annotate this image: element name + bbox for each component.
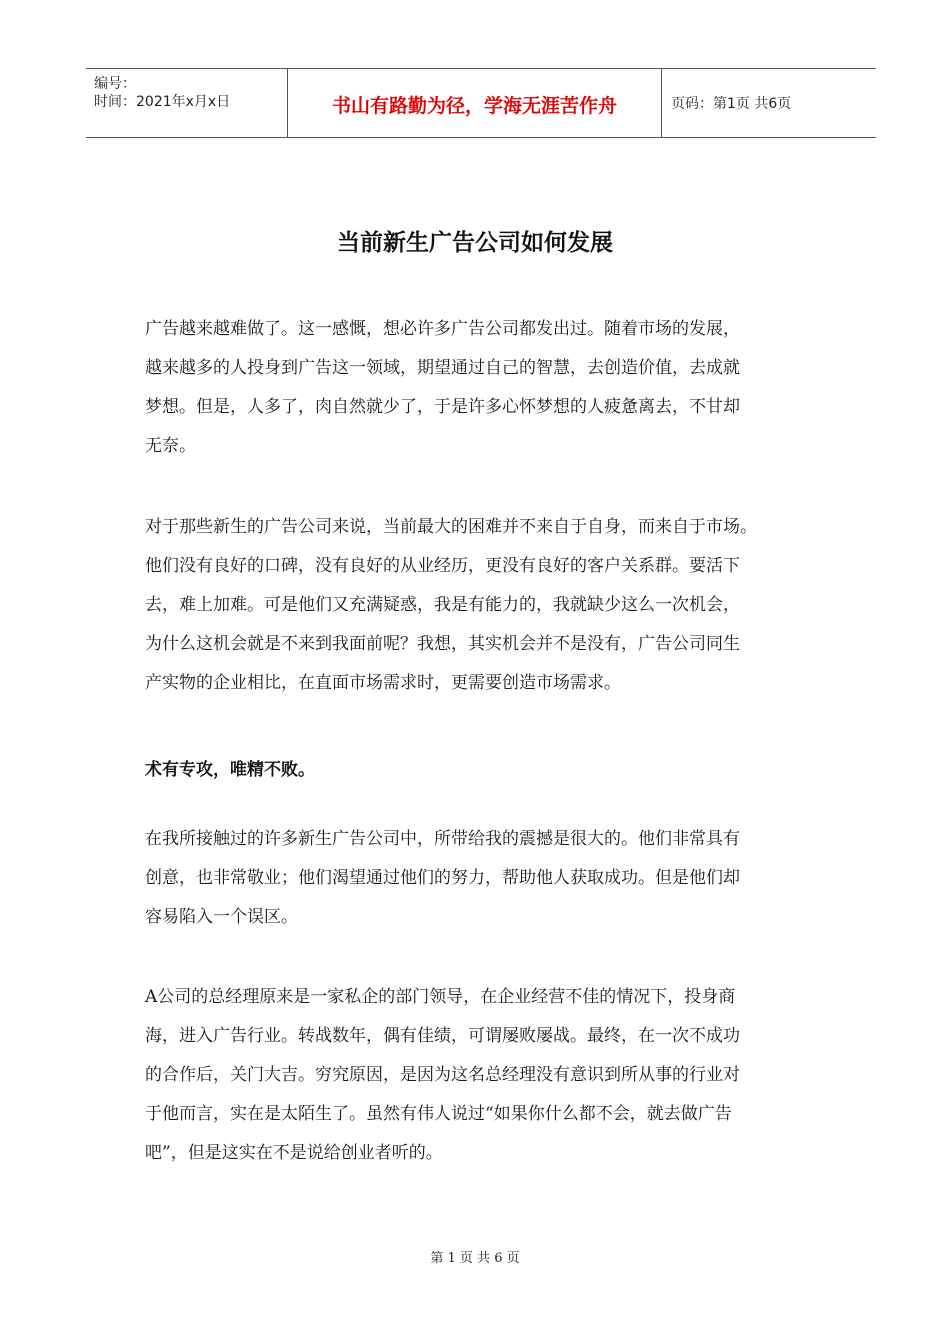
text-line: 去，难上加难。可是他们又充满疑惑，我是有能力的，我就缺少这么一次机会， bbox=[145, 595, 740, 615]
text-line: 在我所接触过的许多新生广告公司中，所带给我的震撼是很大的。他们非常具有 bbox=[145, 829, 740, 849]
text-line: 为什么这机会就是不来到我面前呢？我想，其实机会并不是没有，广告公司同生 bbox=[145, 634, 740, 654]
header-meta-cell bbox=[86, 69, 286, 137]
time-label: 时间：2021年x月x日 bbox=[94, 94, 231, 110]
text-line: 他们没有良好的口碑，没有良好的从业经历，更没有良好的客户关系群。要活下 bbox=[145, 556, 740, 576]
motto-text: 书山有路勤为径，学海无涯苦作舟 bbox=[331, 95, 617, 117]
paragraph-1 bbox=[145, 310, 825, 466]
text-line: A公司的总经理原来是一家私企的部门领导，在企业经营不佳的情况下，投身商 bbox=[145, 987, 736, 1007]
paragraph-4 bbox=[145, 978, 825, 1173]
text-line: 产实物的企业相比，在直面市场需求时，更需要创造市场需求。 bbox=[145, 673, 621, 693]
text-line: 的合作后，关门大吉。穷究原因，是因为这名总经理没有意识到所从事的行业对 bbox=[145, 1065, 740, 1085]
text-line: 吧”，但是这实在不是说给创业者听的。 bbox=[145, 1143, 443, 1163]
text-line: 创意，也非常敬业；他们渴望通过他们的努力，帮助他人获取成功。但是他们却 bbox=[145, 868, 740, 888]
text-line: 梦想。但是，人多了，肉自然就少了，于是许多心怀梦想的人疲惫离去，不甘却 bbox=[145, 397, 740, 417]
paragraph-2 bbox=[145, 508, 825, 703]
page-header bbox=[86, 68, 876, 138]
section-heading: 术有专攻，唯精不败。 bbox=[145, 760, 315, 780]
text-line: 容易陷入一个误区。 bbox=[145, 907, 298, 927]
text-line: 越来越多的人投身到广告这一领域，期望通过自己的智慧，去创造价值，去成就 bbox=[145, 358, 740, 378]
header-page-cell bbox=[661, 69, 876, 137]
text-line: 对于那些新生的广告公司来说，当前最大的困难并不来自于自身，而来自于市场。 bbox=[145, 517, 757, 537]
page-info: 页码：第1页 共6页 bbox=[671, 96, 792, 112]
text-line: 无奈。 bbox=[145, 436, 196, 456]
text-line: 于他而言，实在是太陌生了。虽然有伟人说过“如果你什么都不会，就去做广告 bbox=[145, 1104, 732, 1124]
doc-number-label: 编号： bbox=[94, 76, 136, 92]
header-motto-cell bbox=[287, 69, 662, 137]
document-title: 当前新生广告公司如何发展 bbox=[337, 230, 613, 256]
text-line: 广告越来越难做了。这一感慨，想必许多广告公司都发出过。随着市场的发展， bbox=[145, 319, 740, 339]
text-line: 海，进入广告行业。转战数年，偶有佳绩，可谓屡败屡战。最终，在一次不成功 bbox=[145, 1026, 740, 1046]
page-footer: 第 1 页 共 6 页 bbox=[430, 1251, 520, 1266]
paragraph-3 bbox=[145, 820, 825, 937]
